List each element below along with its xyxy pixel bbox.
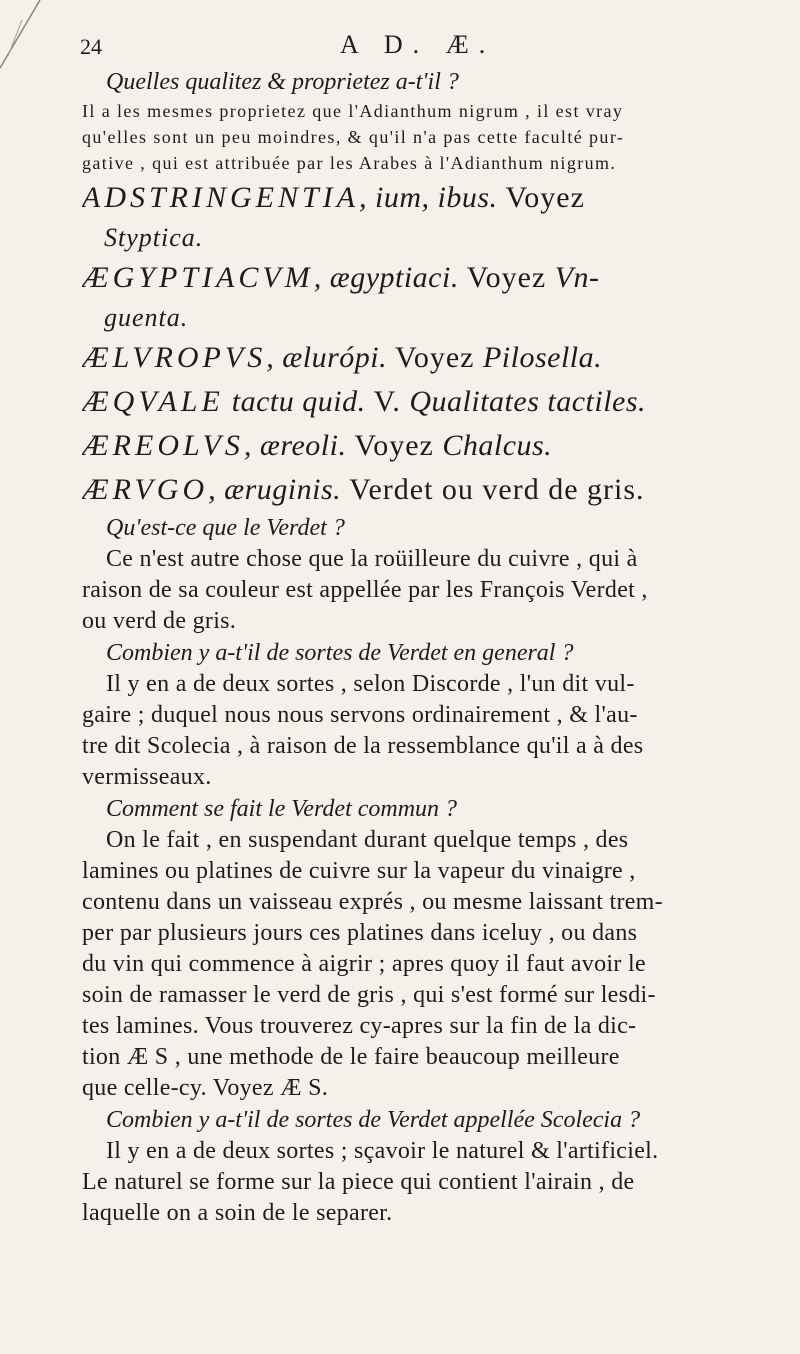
question-line: Comment se fait le Verdet commun ? [106,796,458,822]
text-line: per par plusieurs jours ces platines dans iceluy , ou dans [82,920,638,946]
running-title: A D. Æ. [340,30,496,59]
text-line: ou verd de gris. [82,608,237,634]
page-text [82,66,782,1229]
entry-term: ÆRVGO [82,473,209,506]
entry-heading: ÆGYPTIACVM, ægyptiaci. Voyez Vn- [82,261,600,294]
text-line: du vin qui commence à aigrir ; apres quoy il faut avoir le [82,951,646,977]
text-line: gaire ; duquel nous nous servons ordinairement , & l'au- [82,702,638,728]
entry-term: ÆQVALE [82,385,224,418]
page-header [80,30,750,64]
text-line: soin de ramasser le verd de gris , qui s'est formé sur lesdi- [82,982,656,1008]
text-line: qu'elles sont un peu moindres, & qu'il n'a pas cette faculté pur- [82,127,625,147]
entry-heading: ÆQVALE tactu quid. V. Qualitates tactiles. [82,385,647,418]
text-line: contenu dans un vaisseau exprés , ou mesme laissant trem- [82,889,663,915]
text-line: vermisseaux. [82,764,212,790]
entry-heading: ADSTRINGENTIA, ium, ibus. Voyez [82,181,585,214]
entry-reference: Styptica. [104,223,204,252]
text-line: Il y en a de deux sortes , selon Discorde , l'un dit vul- [106,671,635,697]
folded-corner-mark [0,0,60,70]
entry-heading: ÆRVGO, æruginis. Verdet ou verd de gris. [82,473,645,506]
text-line: On le fait , en suspendant durant quelque temps , des [106,827,629,853]
text-line: que celle-cy. Voyez Æ S. [82,1075,329,1101]
entry-heading: ÆREOLVS, æreoli. Voyez Chalcus. [82,429,553,462]
entry-term: ÆLVROPVS [82,341,267,374]
entry-term: ÆGYPTIACVM [82,261,314,294]
text-line: Il a les mesmes proprietez que l'Adianthum nigrum , il est vray [82,101,624,121]
text-line: tes lamines. Vous trouverez cy-apres sur la fin de la dic- [82,1013,637,1039]
entry-reference: guenta. [104,303,189,332]
question-line: Qu'est-ce que le Verdet ? [106,515,345,541]
entry-term: ÆREOLVS [82,429,244,462]
question-line: Combien y a-t'il de sortes de Verdet appellée Scolecia ? [106,1107,641,1133]
entry-term: ADSTRINGENTIA [82,181,359,214]
text-line: Ce n'est autre chose que la roüilleure du cuivre , qui à [106,546,638,572]
question-line: Combien y a-t'il de sortes de Verdet en general ? [106,640,574,666]
text-line: tre dit Scolecia , à raison de la ressemblance qu'il a à des [82,733,644,759]
text-line: raison de sa couleur est appellée par les François Verdet , [82,577,648,603]
text-line: lamines ou platines de cuivre sur la vapeur du vinaigre , [82,858,636,884]
text-line: Le naturel se forme sur la piece qui contient l'airain , de [82,1169,635,1195]
text-line: Il y en a de deux sortes ; sçavoir le naturel & l'artificiel. [106,1138,659,1164]
entry-heading: ÆLVROPVS, ælurópi. Voyez Pilosella. [82,341,603,374]
text-line: tion Æ S , une methode de le faire beaucoup meilleure [82,1044,620,1070]
question-line: Quelles qualitez & proprietez a-t'il ? [106,69,459,95]
text-line: laquelle on a soin de le separer. [82,1200,393,1226]
text-line: gative , qui est attribuée par les Arabes à l'Adianthum nigrum. [82,153,617,173]
page-number: 24 [80,34,102,59]
